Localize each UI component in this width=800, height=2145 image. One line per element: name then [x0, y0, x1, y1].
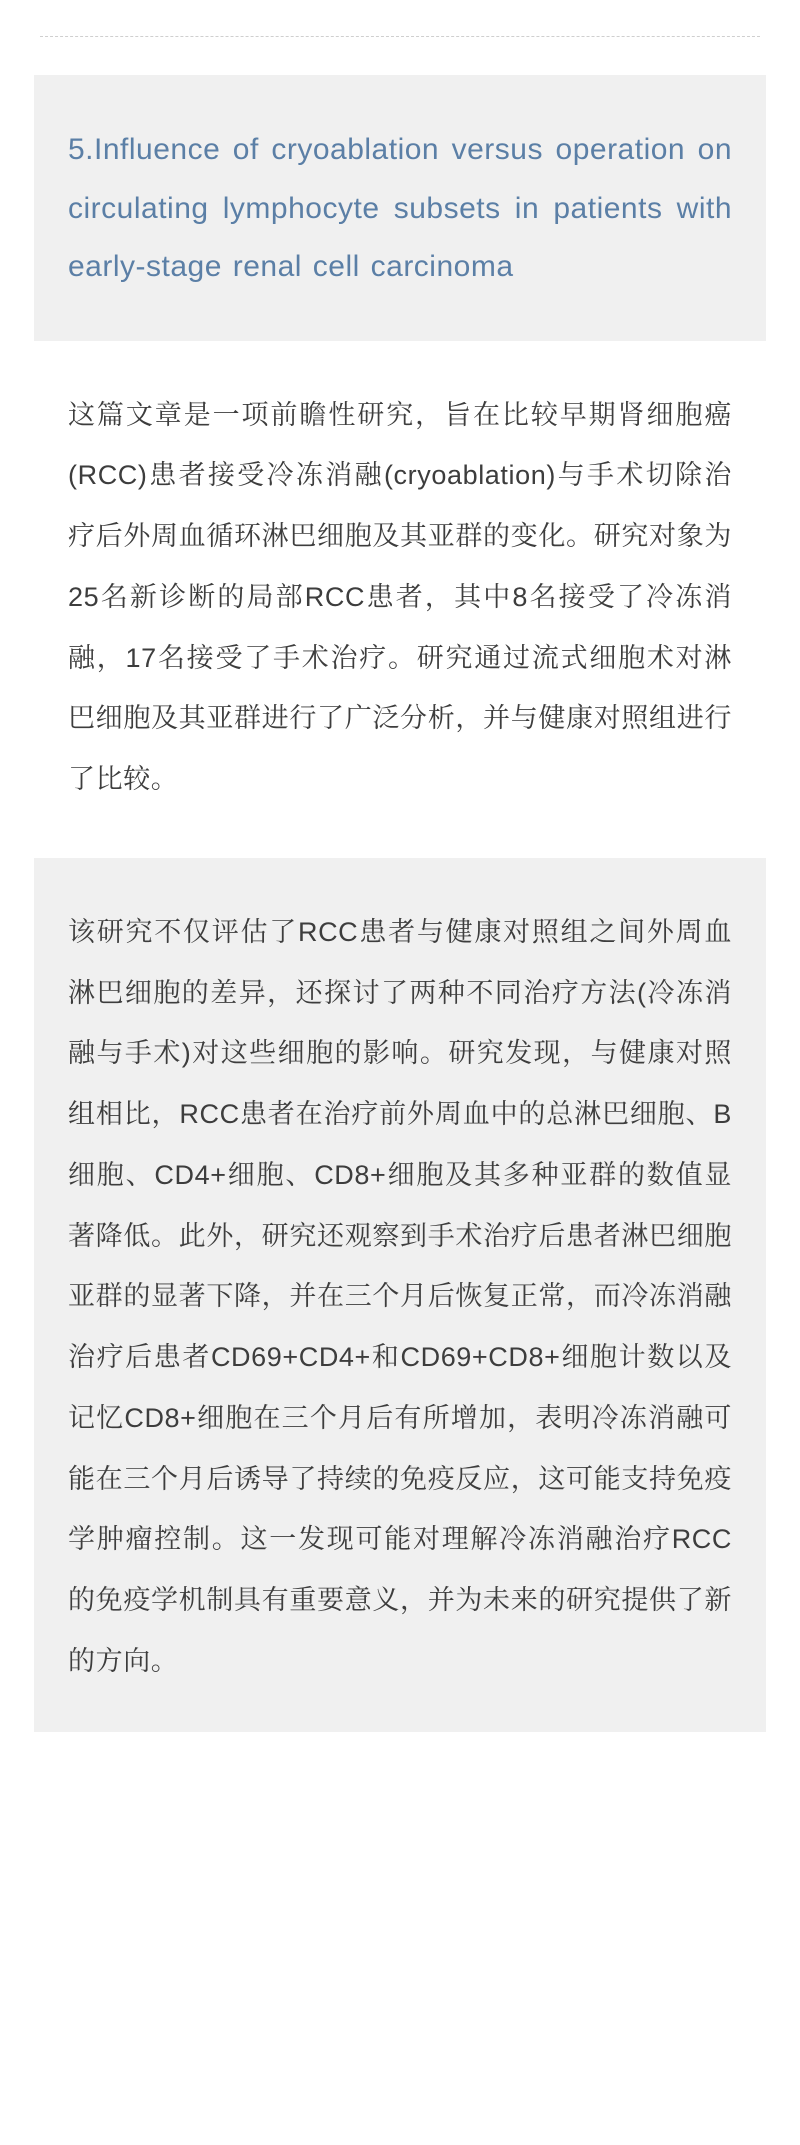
- page-title: 5.Influence of cryoablation versus operation on circulating lymphocyte subsets in patients with early-stage renal cell carcinoma: [68, 133, 732, 283]
- top-divider: [40, 36, 760, 37]
- summary-paragraph: 这篇文章是一项前瞻性研究，旨在比较早期肾细胞癌(RCC)患者接受冷冻消融(cryoablation)与手术切除治疗后外周血循环淋巴细胞及其亚群的变化。研究对象为25名新诊断的局部RCC患者，其中8名接受了冷冻消融，17名接受了手术治疗。研究通过流式细胞术对淋巴细胞及其亚群进行了广泛分析，并与健康对照组进行了比较。: [68, 399, 732, 794]
- article-title-block: [34, 75, 766, 341]
- detail-paragraph: 该研究不仅评估了RCC患者与健康对照组之间外周血淋巴细胞的差异，还探讨了两种不同治疗方法(冷冻消融与手术)对这些细胞的影响。研究发现，与健康对照组相比，RCC患者在治疗前外周血中的总淋巴细胞、B细胞、CD4+细胞、CD8+细胞及其多种亚群的数值显著降低。此外，研究还观察到手术治疗后患者淋巴细胞亚群的显著下降，并在三个月后恢复正常，而冷冻消融治疗后患者CD69+CD4+和CD69+CD8+细胞计数以及记忆CD8+细胞在三个月后有所增加，表明冷冻消融可能在三个月后诱导了持续的免疫反应，这可能支持免疫学肿瘤控制。这一发现可能对理解冷冻消融治疗RCC的免疫学机制具有重要意义，并为未来的研究提供了新的方向。: [34, 858, 766, 1732]
- document-page: [0, 36, 800, 2145]
